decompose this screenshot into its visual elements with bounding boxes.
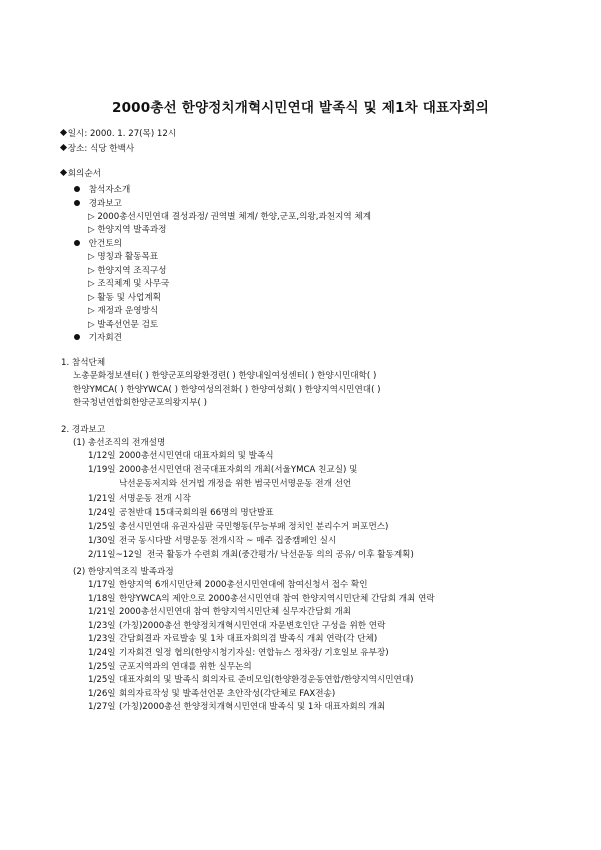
timeline-date: 1/24일 bbox=[88, 507, 116, 518]
triangle-bullet-icon: ▷ bbox=[88, 252, 98, 262]
timeline-text: 전국 동시다발 서명운동 전개시작 ~ 매주 집중캠페인 실시 bbox=[119, 536, 337, 547]
agenda-subitem: ▷ 발족선언문 검토 bbox=[88, 320, 159, 330]
triangle-bullet-icon: ▷ bbox=[88, 320, 98, 330]
timeline-row bbox=[88, 579, 368, 591]
agenda-item: 안건토의 bbox=[74, 238, 122, 250]
timeline-text: 한양지역 6개시민단체 2000총선시민연대에 참여신청서 접수 확인 bbox=[119, 580, 368, 590]
timeline-date: 1/21일 bbox=[88, 607, 116, 618]
subsection-heading: (1) 총선조직의 전개설명 bbox=[73, 438, 166, 448]
timeline-row bbox=[88, 507, 274, 519]
section-heading: 2. 경과보고 bbox=[61, 425, 106, 435]
timeline-text: 낙선운동저지와 선거법 개정을 위한 범국민서명운동 전개 선언 bbox=[119, 479, 352, 490]
timeline-date: 1/12일 bbox=[88, 451, 116, 461]
timeline-row bbox=[88, 661, 252, 673]
meta-place: 장소: 식당 한백사 bbox=[67, 144, 135, 154]
timeline-row bbox=[88, 701, 386, 713]
circle-bullet-icon bbox=[74, 200, 80, 206]
timeline-row bbox=[88, 620, 386, 632]
timeline-row bbox=[88, 549, 414, 561]
timeline-date: 1/25일 bbox=[88, 661, 116, 672]
timeline-row bbox=[88, 464, 358, 476]
timeline-row bbox=[88, 606, 352, 618]
agenda-subitem: ▷ 재정과 운영방식 bbox=[88, 306, 159, 316]
timeline-row bbox=[88, 674, 414, 686]
timeline-date: 1/30일 bbox=[88, 536, 116, 547]
timeline-row bbox=[88, 633, 378, 645]
triangle-bullet-icon: ▷ bbox=[88, 279, 98, 289]
triangle-bullet-icon: ▷ bbox=[88, 212, 98, 222]
agenda-item: 기자회견 bbox=[74, 332, 122, 344]
timeline-date: 1/25일 bbox=[88, 675, 116, 686]
timeline-text: 전국 활동가 수련회 개최(중간평가/ 낙선운동 의의 공유/ 이후 활동계획) bbox=[147, 550, 414, 561]
triangle-bullet-icon: ▷ bbox=[88, 293, 98, 303]
timeline-row bbox=[88, 535, 337, 547]
timeline-row bbox=[88, 593, 435, 605]
participant-line: 한국청년연합회한양군포의왕지부( ) bbox=[73, 398, 207, 408]
timeline-text: 한양YWCA의 제안으로 2000총선시민연대 참여 한양지역시민단체 간담회 개최 연락 bbox=[119, 593, 435, 604]
circle-bullet-icon bbox=[74, 186, 80, 192]
timeline-row bbox=[88, 493, 191, 505]
timeline-text: 서명운동 전개 시작 bbox=[119, 493, 191, 504]
timeline-date: 1/26일 bbox=[88, 688, 116, 699]
timeline-date: 1/24일 bbox=[88, 648, 116, 658]
subsection-heading: (2) 한양지역조직 발족과정 bbox=[73, 567, 174, 577]
agenda-item: 참석자소개 bbox=[74, 184, 130, 196]
triangle-bullet-icon: ▷ bbox=[88, 266, 98, 276]
agenda-heading: 회의순서 bbox=[67, 169, 101, 179]
timeline-date: 1/21일 bbox=[88, 493, 116, 504]
timeline-date: 1/23일 bbox=[88, 634, 116, 645]
timeline-date: 1/19일 bbox=[88, 465, 116, 476]
agenda-subitem: ▷ 한양지역 조직구성 bbox=[88, 266, 167, 276]
timeline-row bbox=[88, 521, 389, 533]
timeline-date: 1/23일 bbox=[88, 620, 116, 631]
timeline-row bbox=[88, 688, 336, 700]
timeline-date: 1/18일 bbox=[88, 593, 116, 604]
timeline-text: 공천반대 15대국회의원 66명의 명단발표 bbox=[119, 507, 274, 518]
timeline-text: 2000총선시민연대 참여 한양지역시민단체 실무자간담회 개최 bbox=[119, 607, 352, 618]
timeline-text: 대표자회의 및 발족식 회의자료 준비모임(한양환경운동연합/한양지역시민연대) bbox=[119, 675, 414, 686]
timeline-text: 회의자료작성 및 발족선언문 초안작성(각단체로 FAX전송) bbox=[119, 688, 336, 699]
timeline-text: 2000총선시민연대 전국대표자회의 개최(서울YMCA 친교실) 및 bbox=[119, 465, 358, 476]
timeline-date: 2/11일~12일 bbox=[88, 550, 143, 561]
timeline-text: (가칭)2000총선 한양정치개혁시민연대 자문변호인단 구성을 위한 연락 bbox=[119, 620, 386, 631]
timeline-text: (가칭)2000총선 한양정치개혁시민연대 발족식 및 1차 대표자회의 개최 bbox=[119, 702, 386, 713]
timeline-text: 총선시민연대 유권자심판 국민행동(무능부패 정치인 분리수거 퍼포먼스) bbox=[119, 522, 389, 532]
agenda-subitem: ▷ 조직체계 및 사무국 bbox=[88, 279, 170, 289]
triangle-bullet-icon: ▷ bbox=[88, 306, 98, 316]
timeline-text: 간담회결과 자료발송 및 1차 대표자회의겸 발족식 개최 연락(각 단체) bbox=[119, 634, 378, 645]
section-heading: 1. 참석단체 bbox=[61, 358, 106, 368]
agenda-subitem: ▷ 2000총선시민연대 결성과정/ 권역별 체계/ 한양,군포,의왕,과천지역 체계 bbox=[88, 212, 372, 222]
timeline-row bbox=[88, 647, 389, 659]
agenda-subitem: ▷ 활동 및 사업계획 bbox=[88, 293, 161, 303]
circle-bullet-icon bbox=[74, 240, 80, 246]
timeline-date: 1/27일 bbox=[88, 702, 116, 713]
triangle-bullet-icon: ▷ bbox=[88, 225, 98, 235]
timeline-text: 2000총선시민연대 대표자회의 및 발족식 bbox=[119, 451, 274, 461]
agenda-subitem: ▷ 한양지역 발족과정 bbox=[88, 225, 167, 235]
agenda-item: 경과보고 bbox=[74, 198, 122, 210]
page-title: 2000총선 한양정치개혁시민연대 발족식 및 제1차 대표자회의 bbox=[111, 100, 489, 116]
meta-date: 일시: 2000. 1. 27(목) 12시 bbox=[67, 129, 177, 139]
participant-line: 노총문화정보센터( ) 한양군포의왕환경련( ) 한양내일여성센터( ) 한양시민대학( ) bbox=[73, 371, 377, 381]
timeline-row bbox=[88, 450, 274, 462]
timeline-date: 1/25일 bbox=[88, 522, 116, 532]
circle-bullet-icon bbox=[74, 334, 80, 340]
timeline-text: 군포지역과의 연대를 위한 실무논의 bbox=[119, 661, 252, 672]
agenda-subitem: ▷ 명칭과 활동목표 bbox=[88, 252, 159, 262]
participant-line: 한양YMCA( ) 한양YWCA( ) 한양여성의전화( ) 한양여성회( ) 한양지역시민연대( ) bbox=[73, 385, 381, 395]
timeline-text: 기자회견 일정 협의(한양시청기자실: 연합뉴스 정차장/ 기호일보 유부장) bbox=[119, 648, 389, 658]
timeline-date: 1/17일 bbox=[88, 580, 116, 590]
